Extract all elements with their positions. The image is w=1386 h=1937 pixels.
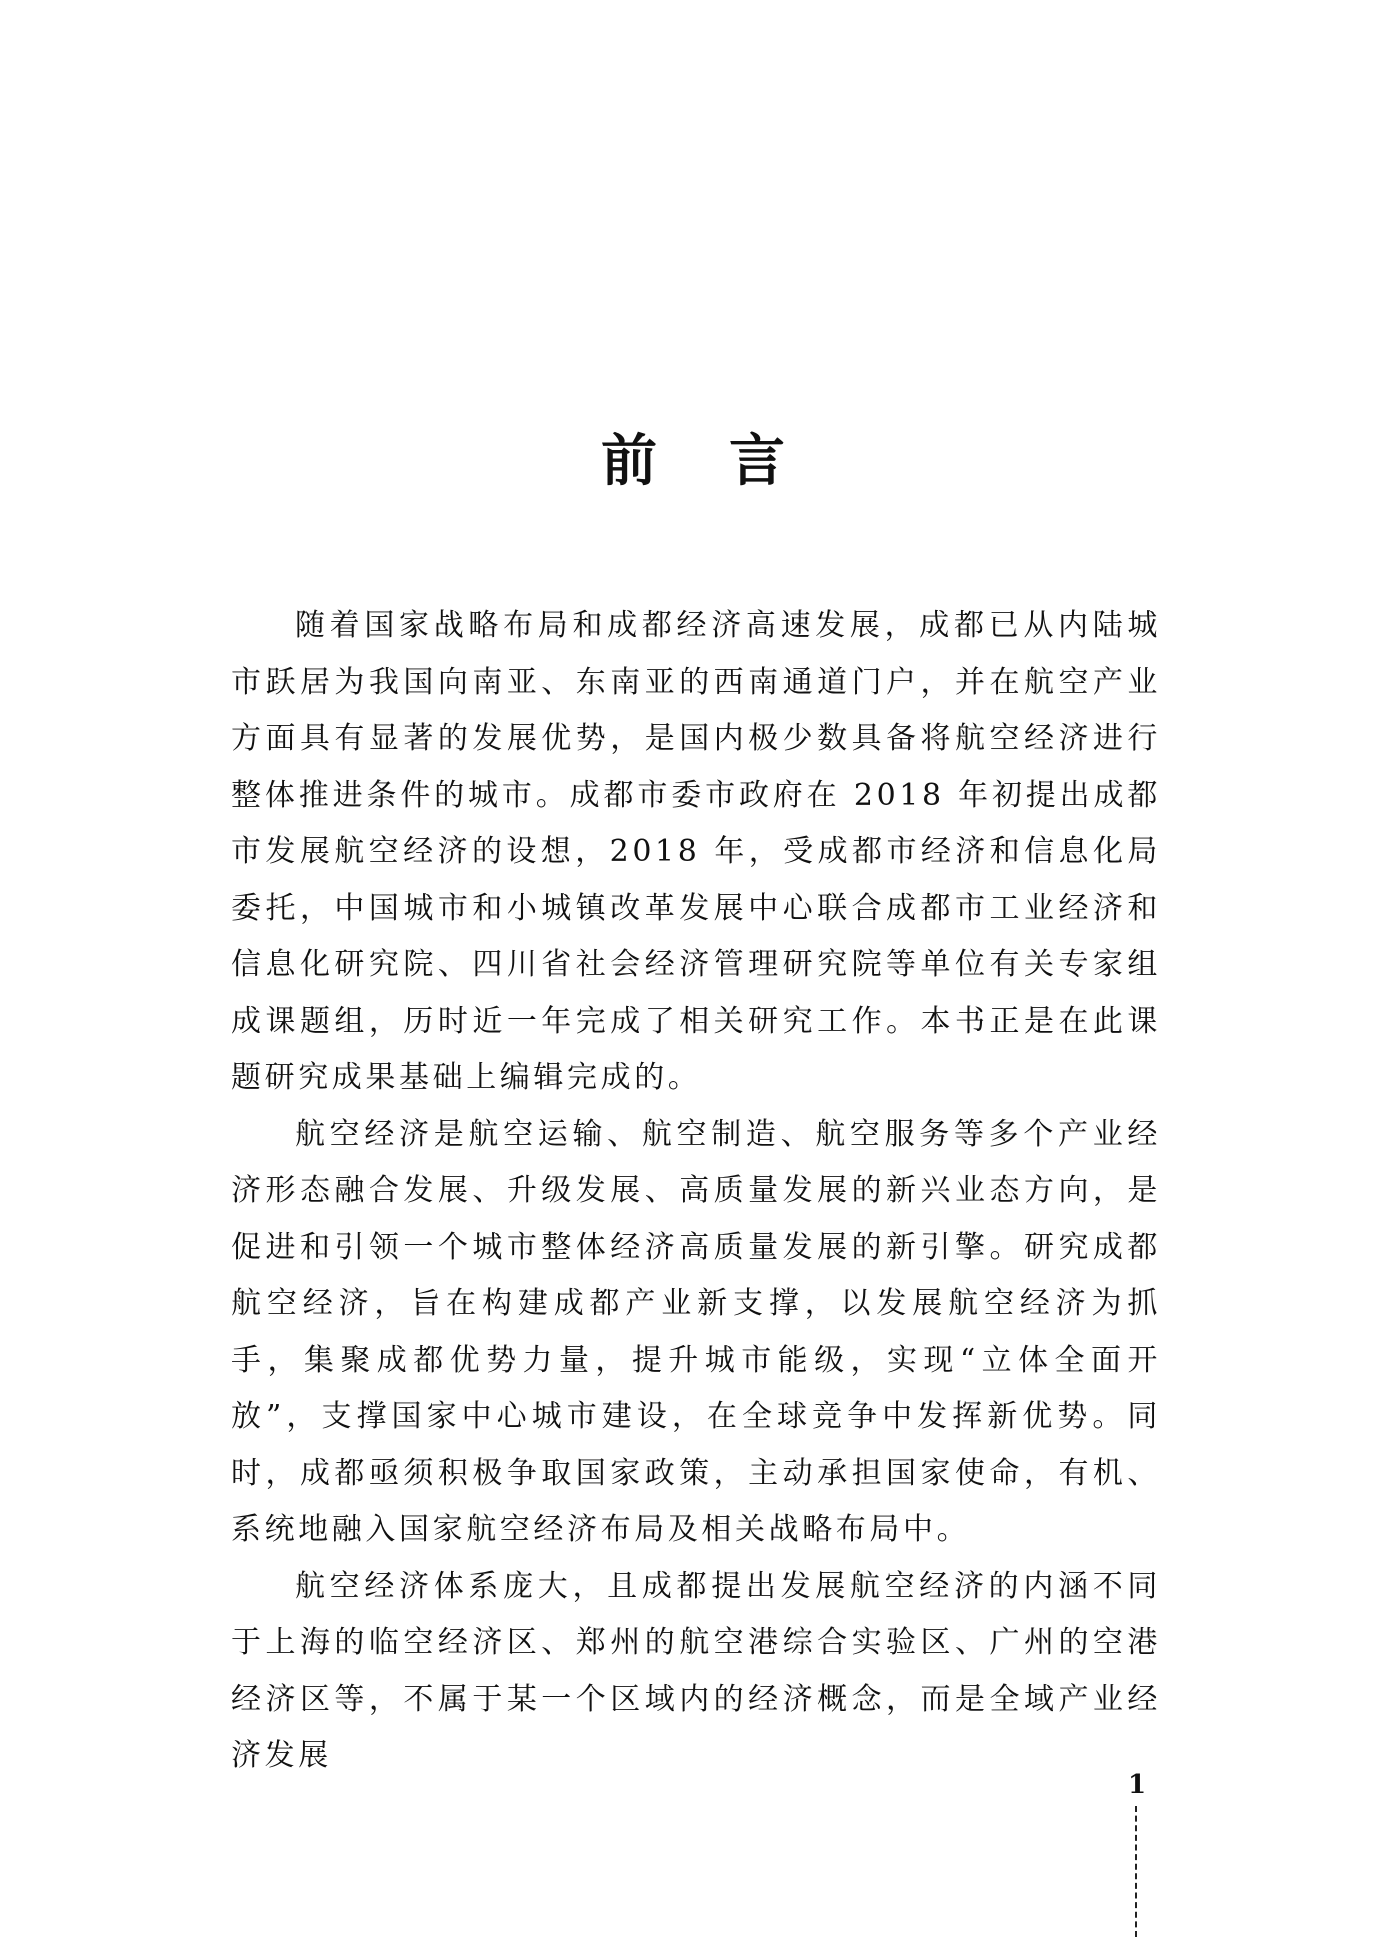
paragraph-1: 随着国家战略布局和成都经济高速发展，成都已从内陆城市跃居为我国向南亚、东南亚的西南通道门户，并在航空产业方面具有显著的发展优势，是国内极少数具备将航空经济进行整体推进条件的城市。成都市委市政府在 2018 年初提出成都市发展航空经济的设想，2018 年，受成都市经济和信息化局委托，中国城市和小城镇改革发展中心联合成都市工业经济和信息化研究院、四川省社会经济管理研究院等单位有关专家组成课题组，历时近一年完成了相关研究工作。本书正是在此课题研究成果基础上编辑完成的。 — [231, 608, 1161, 1095]
paragraph-2: 航空经济是航空运输、航空制造、航空服务等多个产业经济形态融合发展、升级发展、高质量发展的新兴业态方向，是促进和引领一个城市整体经济高质量发展的新引擎。研究成都航空经济，旨在构建成都产业新支撑，以发展航空经济为抓手，集聚成都优势力量，提升城市能级，实现“立体全面开放”，支撑国家中心城市建设，在全球竞争中发挥新优势。同时，成都亟须积极争取国家政策，主动承担国家使命，有机、系统地融入国家航空经济布局及相关战略布局中。 — [231, 1116, 1161, 1547]
page-title — [0, 426, 1386, 496]
preface-body — [231, 598, 1161, 1785]
page-number: 1 — [1127, 1770, 1147, 1800]
title-char-2: 言 — [729, 427, 785, 494]
paragraph-3: 航空经济体系庞大，且成都提出发展航空经济的内涵不同于上海的临空经济区、郑州的航空港综合实验区、广州的空港经济区等，不属于某一个区域内的经济概念，而是全域产业经济发展 — [231, 1568, 1161, 1773]
title-char-1: 前 — [601, 427, 657, 494]
page-margin-dashed-rule — [1135, 1806, 1137, 1937]
